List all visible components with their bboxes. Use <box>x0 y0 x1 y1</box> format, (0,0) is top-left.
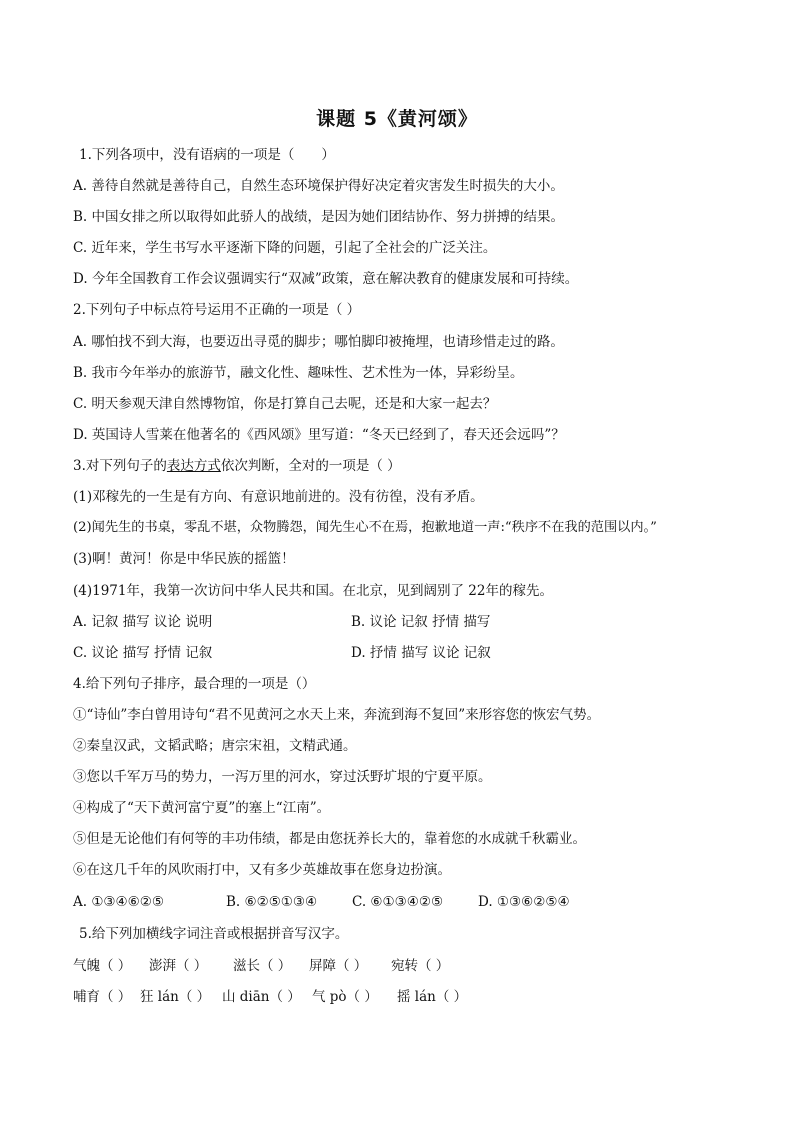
q4-sentence-6: ⑥在这几千年的风吹雨打中，又有多少英雄故事在您身边扮演。 <box>73 862 451 878</box>
q1-option-b: B. 中国女排之所以取得如此骄人的战绩，是因为她们团结协作、努力拼搏的结果。 <box>73 209 565 225</box>
q5-item: 澎湃（ ） <box>149 958 208 974</box>
q5-item: 屏障（ ） <box>309 958 368 974</box>
q2-option-b: B. 我市今年举办的旅游节，融文化性、趣味性、艺术性为一体，异彩纷呈。 <box>73 365 524 381</box>
q1-stem: 1.下列各项中，没有语病的一项是（ ） <box>79 147 335 163</box>
q3-stem-pre: 3.对下列句子的 <box>73 458 167 474</box>
q5-item: 气 pò（ ） <box>312 989 378 1005</box>
q3-stem-underlined: 表达方式 <box>166 458 221 474</box>
q5-item: 哺育（ ） <box>73 989 132 1005</box>
q3-option-c: C. 议论 描写 抒情 记叙 <box>73 645 213 661</box>
q2-option-a: A. 哪怕找不到大海，也要迈出寻觅的脚步；哪怕脚印被掩埋，也请珍惜走过的路。 <box>73 334 564 350</box>
page-title: 课题 5《黄河颂》 <box>316 108 478 130</box>
q3-sentence-3: (3)啊！黄河！你是中华民族的摇篮！ <box>73 551 295 567</box>
q3-stem-post: 依次判断，全对的一项是（ ） <box>220 458 401 474</box>
q5-item: 狂 lán（ ） <box>140 989 211 1005</box>
q2-stem: 2.下列句子中标点符号运用不正确的一项是（ ） <box>73 302 361 318</box>
q5-item: 摇 lán（ ） <box>397 989 468 1005</box>
q3-option-a: A. 记叙 描写 议论 说明 <box>73 614 213 630</box>
q4-option-d: D. ①③⑥②⑤④ <box>478 894 570 910</box>
q5-item: 滋长（ ） <box>233 958 292 974</box>
q4-sentence-5: ⑤但是无论他们有何等的丰功伟绩，都是由您抚养长大的，靠着您的水成就千秋霸业。 <box>73 831 586 847</box>
q1-option-d: D. 今年全国教育工作会议强调实行“双减”政策，意在解决教育的健康发展和可持续。 <box>73 271 579 287</box>
q5-item: 山 diān（ ） <box>222 989 301 1005</box>
q1-option-a: A. 善待自然就是善待自己，自然生态环境保护得好决定着灾害发生时损失的大小。 <box>73 178 564 194</box>
q4-option-b: B. ⑥②⑤①③④ <box>226 894 318 910</box>
q4-sentence-4: ④构成了“天下黄河富宁夏”的塞上“江南”。 <box>73 800 331 816</box>
q5-stem: 5.给下列加横线字词注音或根据拼音写汉字。 <box>79 926 349 942</box>
q1-option-c: C. 近年来，学生书写水平逐渐下降的问题，引起了全社会的广泛关注。 <box>73 240 497 256</box>
q3-option-b: B. 议论 记叙 抒情 描写 <box>351 614 491 630</box>
q4-option-a: A. ①③④⑥②⑤ <box>73 894 164 910</box>
q3-option-d: D. 抒情 描写 议论 记叙 <box>351 645 491 661</box>
q4-sentence-3: ③您以千军万马的势力，一泻万里的河水，穿过沃野圹垠的宁夏平原。 <box>73 769 492 785</box>
q4-option-c: C. ⑥①③④②⑤ <box>352 894 444 910</box>
q2-option-d: D. 英国诗人雪莱在他著名的《西风颂》里写道：“冬天已经到了，春天还会远吗”？ <box>73 427 565 443</box>
q3-sentence-1: (1)邓稼先的一生是有方向、有意识地前进的。没有彷徨，没有矛盾。 <box>73 489 484 505</box>
q4-sentence-2: ②秦皇汉武，文韬武略；唐宗宋祖，文精武通。 <box>73 738 357 754</box>
q5-item: 气魄（ ） <box>73 958 132 974</box>
q5-item: 宛转（ ） <box>391 958 450 974</box>
q4-stem: 4.给下列句子排序，最合理的一项是（） <box>73 676 316 692</box>
q3-sentence-2: (2)闻先生的书桌，零乱不堪，众物腾怨，闻先生心不在焉，抱歉地道一声:“秩序不在我的范围以内。” <box>73 520 657 535</box>
q4-sentence-1: ①“诗仙”李白曾用诗句“君不见黄河之水天上来，奔流到海不复回”来形容您的恢宏气势。 <box>73 707 601 723</box>
q3-stem <box>73 457 401 475</box>
q2-option-c: C. 明天参观天津自然博物馆，你是打算自己去呢，还是和大家一起去？ <box>73 396 497 412</box>
q3-sentence-4: (4)1971年，我第一次访问中华人民共和国。在北京，见到阔别了 22年的稼先。 <box>73 583 553 599</box>
